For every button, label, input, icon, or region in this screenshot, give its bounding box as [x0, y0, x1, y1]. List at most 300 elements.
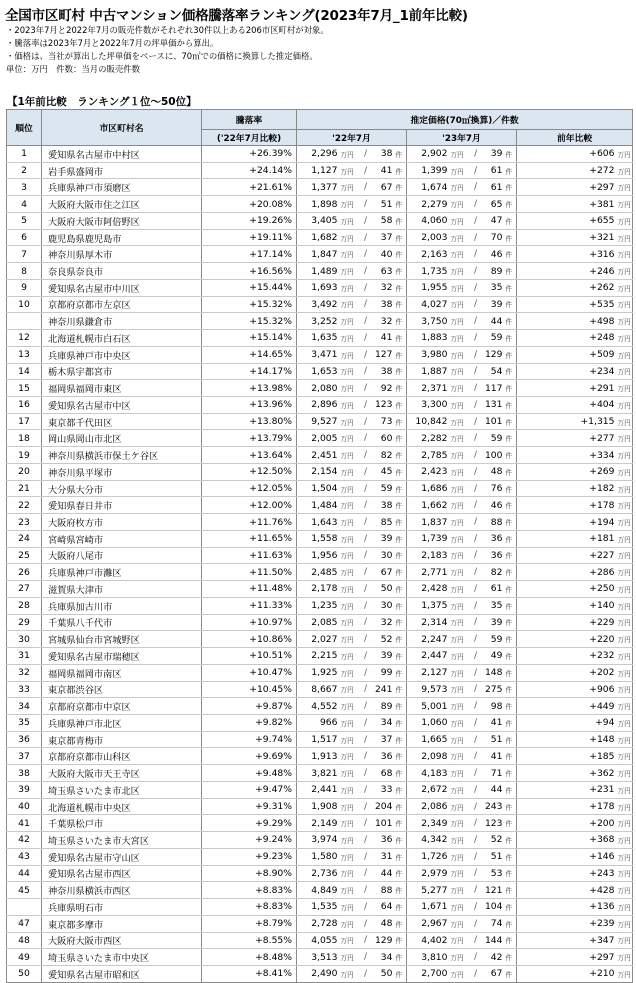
rank-cell: 49: [7, 949, 42, 966]
unit-label: 件: [395, 179, 407, 196]
price-2022: 4,055: [297, 932, 339, 949]
price-2023: 9,573: [407, 681, 449, 698]
count-2023: 74: [481, 915, 505, 932]
ranking-table: [6, 109, 633, 983]
table-row: [7, 263, 633, 280]
header-diff: 前年比較: [517, 130, 633, 146]
rank-cell: 37: [7, 748, 42, 765]
count-2022: 89: [371, 698, 395, 715]
rank-cell: 34: [7, 698, 42, 715]
rank-cell: 28: [7, 597, 42, 614]
count-2023: 42: [481, 949, 505, 966]
separator: /: [361, 162, 371, 179]
count-2023: 59: [481, 330, 505, 347]
unit-label: 万円: [617, 430, 633, 447]
rank-cell: 12: [7, 330, 42, 347]
change-rate: +8.55%: [202, 932, 297, 949]
count-2023: 117: [481, 380, 505, 397]
unit-label: 万円: [339, 162, 361, 179]
count-2023: 51: [481, 731, 505, 748]
separator: /: [471, 949, 481, 966]
city-name: 奈良県奈良市: [42, 263, 202, 280]
count-2022: 37: [371, 229, 395, 246]
price-2023: 2,700: [407, 965, 449, 982]
price-difference: +210: [517, 965, 617, 982]
unit-label: 万円: [449, 631, 471, 648]
unit-label: 万円: [617, 832, 633, 849]
unit-label: 件: [505, 246, 517, 263]
count-2023: 49: [481, 648, 505, 665]
unit-label: 件: [395, 882, 407, 899]
count-2023: 100: [481, 447, 505, 464]
unit-label: 件: [395, 380, 407, 397]
price-2022: 2,080: [297, 380, 339, 397]
table-row: [7, 212, 633, 229]
unit-label: 万円: [617, 648, 633, 665]
unit-label: 件: [505, 564, 517, 581]
city-name: 神奈川県平塚市: [42, 463, 202, 480]
count-2023: 101: [481, 413, 505, 430]
unit-label: 件: [505, 597, 517, 614]
unit-label: 万円: [449, 765, 471, 782]
price-2023: 2,086: [407, 798, 449, 815]
unit-label: 万円: [449, 480, 471, 497]
price-2023: 1,739: [407, 530, 449, 547]
unit-label: 件: [395, 497, 407, 514]
table-row: [7, 463, 633, 480]
change-rate: +8.83%: [202, 882, 297, 899]
unit-label: 万円: [339, 798, 361, 815]
change-rate: +16.56%: [202, 263, 297, 280]
unit-label: 万円: [617, 681, 633, 698]
table-row: [7, 832, 633, 849]
rank-cell: 33: [7, 681, 42, 698]
unit-label: 万円: [617, 564, 633, 581]
city-name: 岩手県盛岡市: [42, 162, 202, 179]
separator: /: [361, 246, 371, 263]
price-2022: 2,490: [297, 965, 339, 982]
change-rate: +9.31%: [202, 798, 297, 815]
separator: /: [471, 832, 481, 849]
city-name: 愛知県春日井市: [42, 497, 202, 514]
price-2023: 1,671: [407, 899, 449, 916]
change-rate: +21.61%: [202, 179, 297, 196]
unit-label: 万円: [449, 380, 471, 397]
change-rate: +12.50%: [202, 463, 297, 480]
price-2022: 966: [297, 714, 339, 731]
separator: /: [471, 547, 481, 564]
unit-label: 件: [395, 965, 407, 982]
separator: /: [361, 664, 371, 681]
city-name: 愛知県名古屋市守山区: [42, 848, 202, 865]
price-difference: +232: [517, 648, 617, 665]
price-difference: +181: [517, 530, 617, 547]
unit-label: 万円: [339, 865, 361, 882]
price-2023: 1,060: [407, 714, 449, 731]
separator: /: [471, 714, 481, 731]
table-row: [7, 597, 633, 614]
unit-label: 万円: [339, 899, 361, 916]
separator: /: [471, 430, 481, 447]
separator: /: [471, 246, 481, 263]
unit-label: 万円: [449, 179, 471, 196]
city-name: 滋賀県大津市: [42, 581, 202, 598]
change-rate: +15.14%: [202, 330, 297, 347]
count-2022: 60: [371, 430, 395, 447]
count-2023: 41: [481, 714, 505, 731]
city-name: 東京都渋谷区: [42, 681, 202, 698]
unit-label: 万円: [449, 463, 471, 480]
count-2023: 48: [481, 463, 505, 480]
price-2023: 2,447: [407, 648, 449, 665]
price-2022: 2,896: [297, 397, 339, 414]
price-2022: 2,441: [297, 781, 339, 798]
change-rate: +9.69%: [202, 748, 297, 765]
rank-cell: 30: [7, 631, 42, 648]
change-rate: +14.17%: [202, 363, 297, 380]
price-2023: 2,967: [407, 915, 449, 932]
header-estimated-price: 推定価格(70㎡換算)／件数: [297, 110, 633, 130]
price-2022: 1,653: [297, 363, 339, 380]
price-2022: 1,693: [297, 279, 339, 296]
price-2022: 9,527: [297, 413, 339, 430]
unit-label: 万円: [617, 263, 633, 280]
separator: /: [361, 279, 371, 296]
unit-label: 万円: [339, 463, 361, 480]
price-2022: 1,517: [297, 731, 339, 748]
count-2023: 59: [481, 631, 505, 648]
unit-label: 万円: [339, 413, 361, 430]
note-line: ・騰落率は2023年7月と2022年7月の坪単価から算出。: [6, 38, 219, 48]
unit-label: 件: [505, 279, 517, 296]
separator: /: [471, 848, 481, 865]
count-2022: 127: [371, 346, 395, 363]
unit-label: 万円: [617, 664, 633, 681]
city-name: 宮崎県宮崎市: [42, 530, 202, 547]
price-difference: +404: [517, 397, 617, 414]
unit-label: 万円: [449, 229, 471, 246]
count-2022: 34: [371, 714, 395, 731]
unit-label: 万円: [617, 296, 633, 313]
unit-label: 件: [395, 614, 407, 631]
count-2022: 44: [371, 865, 395, 882]
unit-label: 万円: [339, 848, 361, 865]
separator: /: [361, 330, 371, 347]
rank-cell: 26: [7, 564, 42, 581]
city-name: 大阪府大阪市天王寺区: [42, 765, 202, 782]
unit-label: 件: [395, 313, 407, 330]
rank-cell: 45: [7, 882, 42, 899]
unit-label: 万円: [617, 530, 633, 547]
unit-label: 万円: [617, 363, 633, 380]
unit-label: 万円: [617, 480, 633, 497]
separator: /: [471, 413, 481, 430]
price-2022: 2,178: [297, 581, 339, 598]
table-row: [7, 346, 633, 363]
price-difference: +94: [517, 714, 617, 731]
change-rate: +15.32%: [202, 296, 297, 313]
table-row: [7, 229, 633, 246]
price-2023: 2,282: [407, 430, 449, 447]
price-difference: +655: [517, 212, 617, 229]
unit-label: 件: [505, 447, 517, 464]
section-label: 【1年前比較 ランキング１位〜50位】: [7, 96, 197, 108]
count-2023: 131: [481, 397, 505, 414]
rank-cell: 3: [7, 179, 42, 196]
table-row: [7, 932, 633, 949]
unit-label: 万円: [617, 146, 633, 163]
unit-label: 万円: [339, 731, 361, 748]
count-2022: 41: [371, 162, 395, 179]
unit-label: 万円: [339, 631, 361, 648]
price-2022: 1,913: [297, 748, 339, 765]
table-row: [7, 614, 633, 631]
unit-label: 件: [505, 430, 517, 447]
change-rate: +24.14%: [202, 162, 297, 179]
city-name: 京都府京都市山科区: [42, 748, 202, 765]
count-2023: 98: [481, 698, 505, 715]
unit-label: 万円: [617, 731, 633, 748]
count-2022: 38: [371, 363, 395, 380]
unit-label: 万円: [617, 781, 633, 798]
separator: /: [361, 597, 371, 614]
unit-label: 件: [395, 296, 407, 313]
price-2023: 3,980: [407, 346, 449, 363]
city-name: 埼玉県さいたま市中央区: [42, 949, 202, 966]
price-2022: 2,736: [297, 865, 339, 882]
city-name: 岡山県岡山市北区: [42, 430, 202, 447]
unit-label: 件: [505, 899, 517, 916]
unit-label: 万円: [617, 965, 633, 982]
unit-label: 万円: [449, 346, 471, 363]
table-row: [7, 714, 633, 731]
unit-label: 万円: [339, 229, 361, 246]
table-row: [7, 196, 633, 213]
unit-label: 件: [505, 196, 517, 213]
count-2022: 30: [371, 547, 395, 564]
unit-label: 件: [505, 413, 517, 430]
count-2023: 88: [481, 514, 505, 531]
count-2023: 59: [481, 430, 505, 447]
unit-label: 万円: [339, 932, 361, 949]
separator: /: [361, 212, 371, 229]
header-city: 市区町村名: [42, 110, 202, 146]
separator: /: [361, 430, 371, 447]
change-rate: +12.00%: [202, 497, 297, 514]
unit-label: 万円: [339, 447, 361, 464]
city-name: 北海道札幌市中央区: [42, 798, 202, 815]
count-2022: 82: [371, 447, 395, 464]
price-2023: 3,810: [407, 949, 449, 966]
city-name: 埼玉県さいたま市大宮区: [42, 832, 202, 849]
unit-label: 件: [395, 146, 407, 163]
city-name: 鹿児島県鹿児島市: [42, 229, 202, 246]
price-difference: +200: [517, 815, 617, 832]
unit-label: 件: [395, 949, 407, 966]
price-2023: 2,098: [407, 748, 449, 765]
unit-label: 万円: [449, 832, 471, 849]
separator: /: [361, 714, 371, 731]
change-rate: +11.50%: [202, 564, 297, 581]
unit-label: 万円: [449, 932, 471, 949]
city-name: 兵庫県明石市: [42, 899, 202, 916]
separator: /: [361, 179, 371, 196]
price-difference: +140: [517, 597, 617, 614]
count-2023: 71: [481, 765, 505, 782]
price-difference: +277: [517, 430, 617, 447]
price-2023: 2,785: [407, 447, 449, 464]
unit-label: 万円: [617, 949, 633, 966]
count-2022: 67: [371, 564, 395, 581]
price-2023: 2,163: [407, 246, 449, 263]
unit-label: 万円: [449, 915, 471, 932]
table-row: [7, 313, 633, 330]
change-rate: +13.80%: [202, 413, 297, 430]
unit-label: 万円: [449, 798, 471, 815]
unit-label: 万円: [617, 597, 633, 614]
change-rate: +10.47%: [202, 664, 297, 681]
city-name: 兵庫県神戸市北区: [42, 714, 202, 731]
count-2023: 61: [481, 179, 505, 196]
unit-label: 万円: [617, 865, 633, 882]
price-difference: +250: [517, 581, 617, 598]
count-2022: 59: [371, 480, 395, 497]
rank-cell: 40: [7, 798, 42, 815]
unit-label: 万円: [617, 447, 633, 464]
separator: /: [361, 313, 371, 330]
count-2022: 38: [371, 296, 395, 313]
unit-label: 件: [505, 798, 517, 815]
separator: /: [471, 882, 481, 899]
unit-label: 万円: [449, 279, 471, 296]
change-rate: +9.24%: [202, 832, 297, 849]
rank-cell: 47: [7, 915, 42, 932]
unit-label: 万円: [449, 263, 471, 280]
price-2023: 1,726: [407, 848, 449, 865]
unit-label: 万円: [339, 397, 361, 414]
unit-label: 万円: [339, 564, 361, 581]
table-row: [7, 698, 633, 715]
separator: /: [361, 514, 371, 531]
count-2022: 32: [371, 313, 395, 330]
unit-label: 万円: [617, 212, 633, 229]
rank-cell: 44: [7, 865, 42, 882]
count-2022: 39: [371, 530, 395, 547]
change-rate: +11.76%: [202, 514, 297, 531]
price-2022: 1,377: [297, 179, 339, 196]
separator: /: [361, 631, 371, 648]
unit-label: 件: [395, 162, 407, 179]
unit-label: 万円: [617, 815, 633, 832]
count-2022: 85: [371, 514, 395, 531]
unit-label: 件: [395, 748, 407, 765]
separator: /: [471, 865, 481, 882]
header-curr-year: '23年7月: [407, 130, 517, 146]
price-2023: 4,402: [407, 932, 449, 949]
notes: [6, 24, 329, 76]
price-2022: 1,925: [297, 664, 339, 681]
city-name: 京都府京都市左京区: [42, 296, 202, 313]
price-difference: +272: [517, 162, 617, 179]
unit-label: 万円: [617, 581, 633, 598]
city-name: 千葉県松戸市: [42, 815, 202, 832]
count-2023: 53: [481, 865, 505, 882]
table-row: [7, 631, 633, 648]
rank-cell: 17: [7, 413, 42, 430]
unit-label: 件: [395, 463, 407, 480]
city-name: 北海道札幌市白石区: [42, 330, 202, 347]
count-2023: 65: [481, 196, 505, 213]
price-2022: 1,127: [297, 162, 339, 179]
separator: /: [361, 915, 371, 932]
price-2023: 1,735: [407, 263, 449, 280]
count-2023: 144: [481, 932, 505, 949]
city-name: 愛知県名古屋市中川区: [42, 279, 202, 296]
unit-label: 万円: [617, 547, 633, 564]
change-rate: +8.48%: [202, 949, 297, 966]
price-2022: 4,552: [297, 698, 339, 715]
unit-label: 万円: [449, 648, 471, 665]
change-rate: +8.83%: [202, 899, 297, 916]
separator: /: [361, 146, 371, 163]
unit-label: 万円: [449, 514, 471, 531]
table-row: [7, 363, 633, 380]
unit-label: 件: [395, 330, 407, 347]
separator: /: [361, 614, 371, 631]
price-difference: +297: [517, 179, 617, 196]
count-2022: 38: [371, 146, 395, 163]
price-difference: +334: [517, 447, 617, 464]
note-line: ・2023年7月と2022年7月の販売件数がそれぞれ30件以上ある206市区町村が対象。: [6, 25, 329, 35]
rank-cell: 16: [7, 397, 42, 414]
unit-label: 万円: [449, 748, 471, 765]
price-2022: 1,489: [297, 263, 339, 280]
rank-cell: 1: [7, 146, 42, 163]
unit-label: 万円: [617, 765, 633, 782]
table-row: [7, 949, 633, 966]
unit-label: 件: [505, 848, 517, 865]
change-rate: +10.45%: [202, 681, 297, 698]
table-row: [7, 330, 633, 347]
separator: /: [361, 681, 371, 698]
rank-cell: 36: [7, 731, 42, 748]
city-name: 大阪府大阪市西区: [42, 932, 202, 949]
unit-label: 件: [395, 196, 407, 213]
count-2023: 47: [481, 212, 505, 229]
rank-cell: 7: [7, 246, 42, 263]
city-name: 大阪府大阪市阿倍野区: [42, 212, 202, 229]
price-2023: 1,883: [407, 330, 449, 347]
price-difference: +362: [517, 765, 617, 782]
price-difference: +239: [517, 915, 617, 932]
count-2022: 33: [371, 781, 395, 798]
price-2023: 1,662: [407, 497, 449, 514]
rank-cell: 35: [7, 714, 42, 731]
header-rank: 順位: [7, 110, 42, 146]
count-2022: 34: [371, 949, 395, 966]
unit-label: 件: [395, 731, 407, 748]
separator: /: [361, 882, 371, 899]
price-2023: 2,279: [407, 196, 449, 213]
rank-cell: 20: [7, 463, 42, 480]
unit-label: 件: [395, 547, 407, 564]
unit-label: 件: [395, 346, 407, 363]
table-row: [7, 664, 633, 681]
table-row: [7, 514, 633, 531]
unit-label: 万円: [339, 965, 361, 982]
count-2022: 204: [371, 798, 395, 815]
rank-cell: 42: [7, 832, 42, 849]
